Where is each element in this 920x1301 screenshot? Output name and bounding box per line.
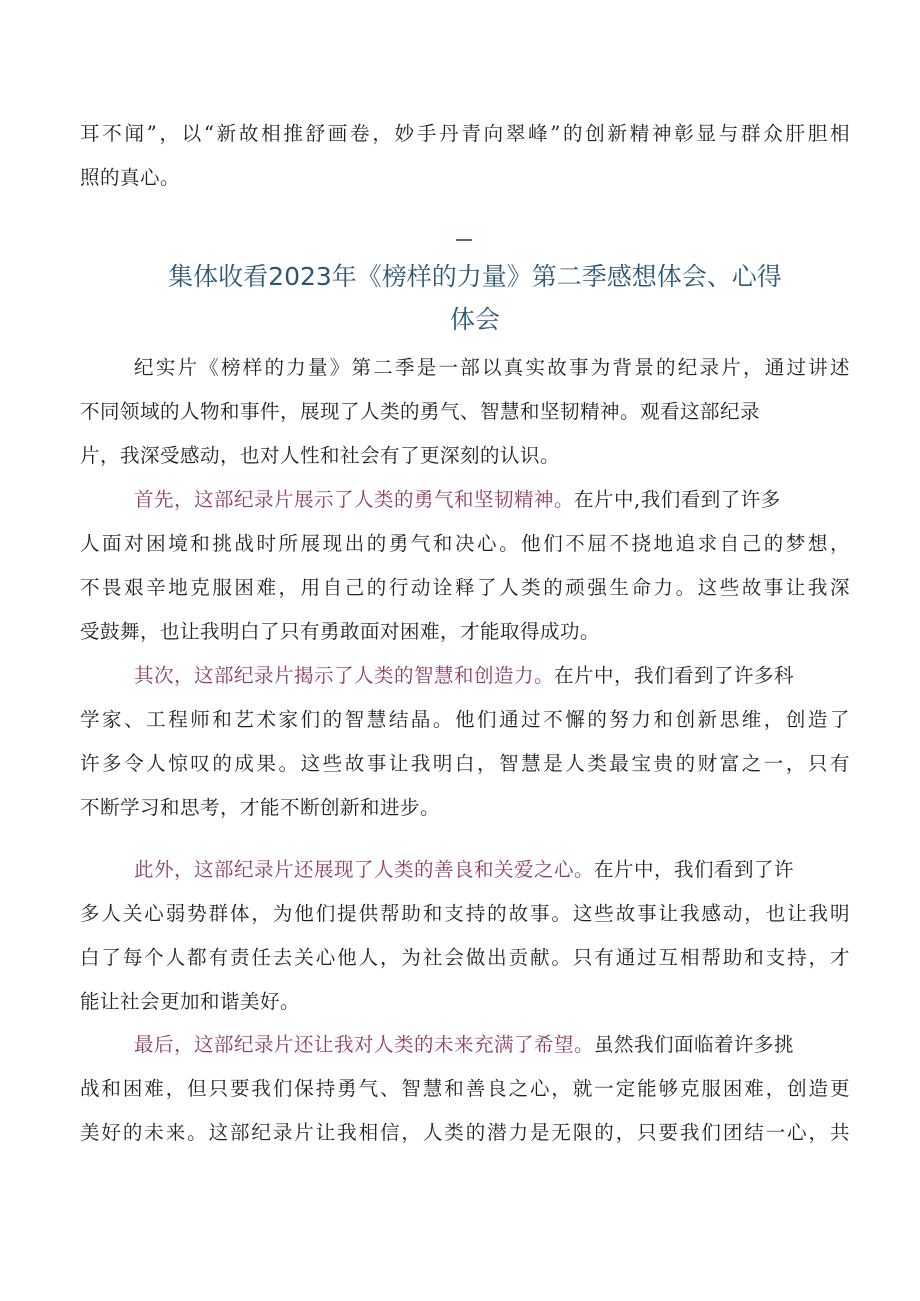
paragraph-5-lead: 最后，这部纪录片还让我对人类的未来充满了希望。 bbox=[134, 1033, 595, 1056]
article-title-line-1: 集体收看2023年《榜样的力量》第二季感想体会、心得 bbox=[168, 262, 782, 291]
paragraph-4-continuation: 在片中，我们看到了许 bbox=[594, 858, 795, 881]
paragraph-4-line-3: 白了每个人都有责任去关心他人，为社会做出贡献。只有通过互相帮助和支持，才 bbox=[80, 946, 850, 969]
paragraph-5-line-2: 战和困难，但只要我们保持勇气、智慧和善良之心，就一定能够克服困难，创造更 bbox=[80, 1077, 850, 1100]
paragraph-2-continuation: 在片中,我们看到了许多 bbox=[574, 488, 781, 511]
paragraph-2-line-2: 人面对困境和挑战时所展现出的勇气和决心。他们不屈不挠地追求自己的梦想， bbox=[80, 532, 850, 555]
paragraph-3-line-1 bbox=[134, 664, 850, 688]
paragraph-2-lead: 首先，这部纪录片展示了人类的勇气和坚韧精神。 bbox=[134, 488, 575, 511]
paragraph-5-line-1 bbox=[134, 1033, 850, 1057]
paragraph-5-line-3: 美好的未来。这部纪录片让我相信，人类的潜力是无限的，只要我们团结一心，共 bbox=[80, 1121, 850, 1144]
article-title-line-2: 体会 bbox=[449, 305, 500, 334]
paragraph-4-line-4: 能让社会更加和谐美好。 bbox=[80, 990, 301, 1013]
paragraph-1-line-2: 不同领域的人物和事件，展现了人类的勇气、智慧和坚韧精神。观看这部纪录 bbox=[80, 400, 761, 423]
paragraph-3-line-2: 学家、工程师和艺术家们的智慧结晶。他们通过不懈的努力和创新思维，创造了 bbox=[80, 708, 850, 731]
paragraph-1-line-3: 片，我深受感动，也对人性和社会有了更深刻的认识。 bbox=[80, 444, 561, 467]
paragraph-4-line-2: 多人关心弱势群体，为他们提供帮助和支持的故事。这些故事让我感动，也让我明 bbox=[80, 902, 850, 925]
paragraph-4-line-1 bbox=[134, 858, 850, 882]
paragraph-2-line-4: 受鼓舞，也让我明白了只有勇敢面对困难，才能取得成功。 bbox=[80, 620, 601, 643]
paragraph-1-line-1: 纪实片《榜样的力量》第二季是一部以真实故事为背景的纪录片，通过讲述 bbox=[134, 356, 850, 379]
paragraph-3-line-3: 许多令人惊叹的成果。这些故事让我明白，智慧是人类最宝贵的财富之一，只有 bbox=[80, 752, 850, 775]
paragraph-3-lead: 其次，这部纪录片揭示了人类的智慧和创造力。 bbox=[134, 664, 555, 687]
paragraph-3-continuation: 在片中，我们看到了许多科 bbox=[554, 664, 795, 687]
paragraph-4-lead: 此外，这部纪录片还展现了人类的善良和关爱之心。 bbox=[134, 858, 595, 881]
section-divider bbox=[456, 239, 472, 241]
paragraph-2-line-3: 不畏艰辛地克服困难，用自己的行动诠释了人类的顽强生命力。这些故事让我深 bbox=[80, 576, 850, 599]
intro-line-2: 照的真心。 bbox=[80, 166, 181, 189]
paragraph-2-line-1 bbox=[134, 488, 850, 512]
intro-line-1: 耳不闻”，以“新故相推舒画卷，妙手丹青向翠峰”的创新精神彰显与群众肝胆相 bbox=[80, 122, 850, 145]
paragraph-5-continuation: 虽然我们面临着许多挑 bbox=[594, 1033, 795, 1056]
paragraph-3-line-4: 不断学习和思考，才能不断创新和进步。 bbox=[80, 796, 441, 819]
